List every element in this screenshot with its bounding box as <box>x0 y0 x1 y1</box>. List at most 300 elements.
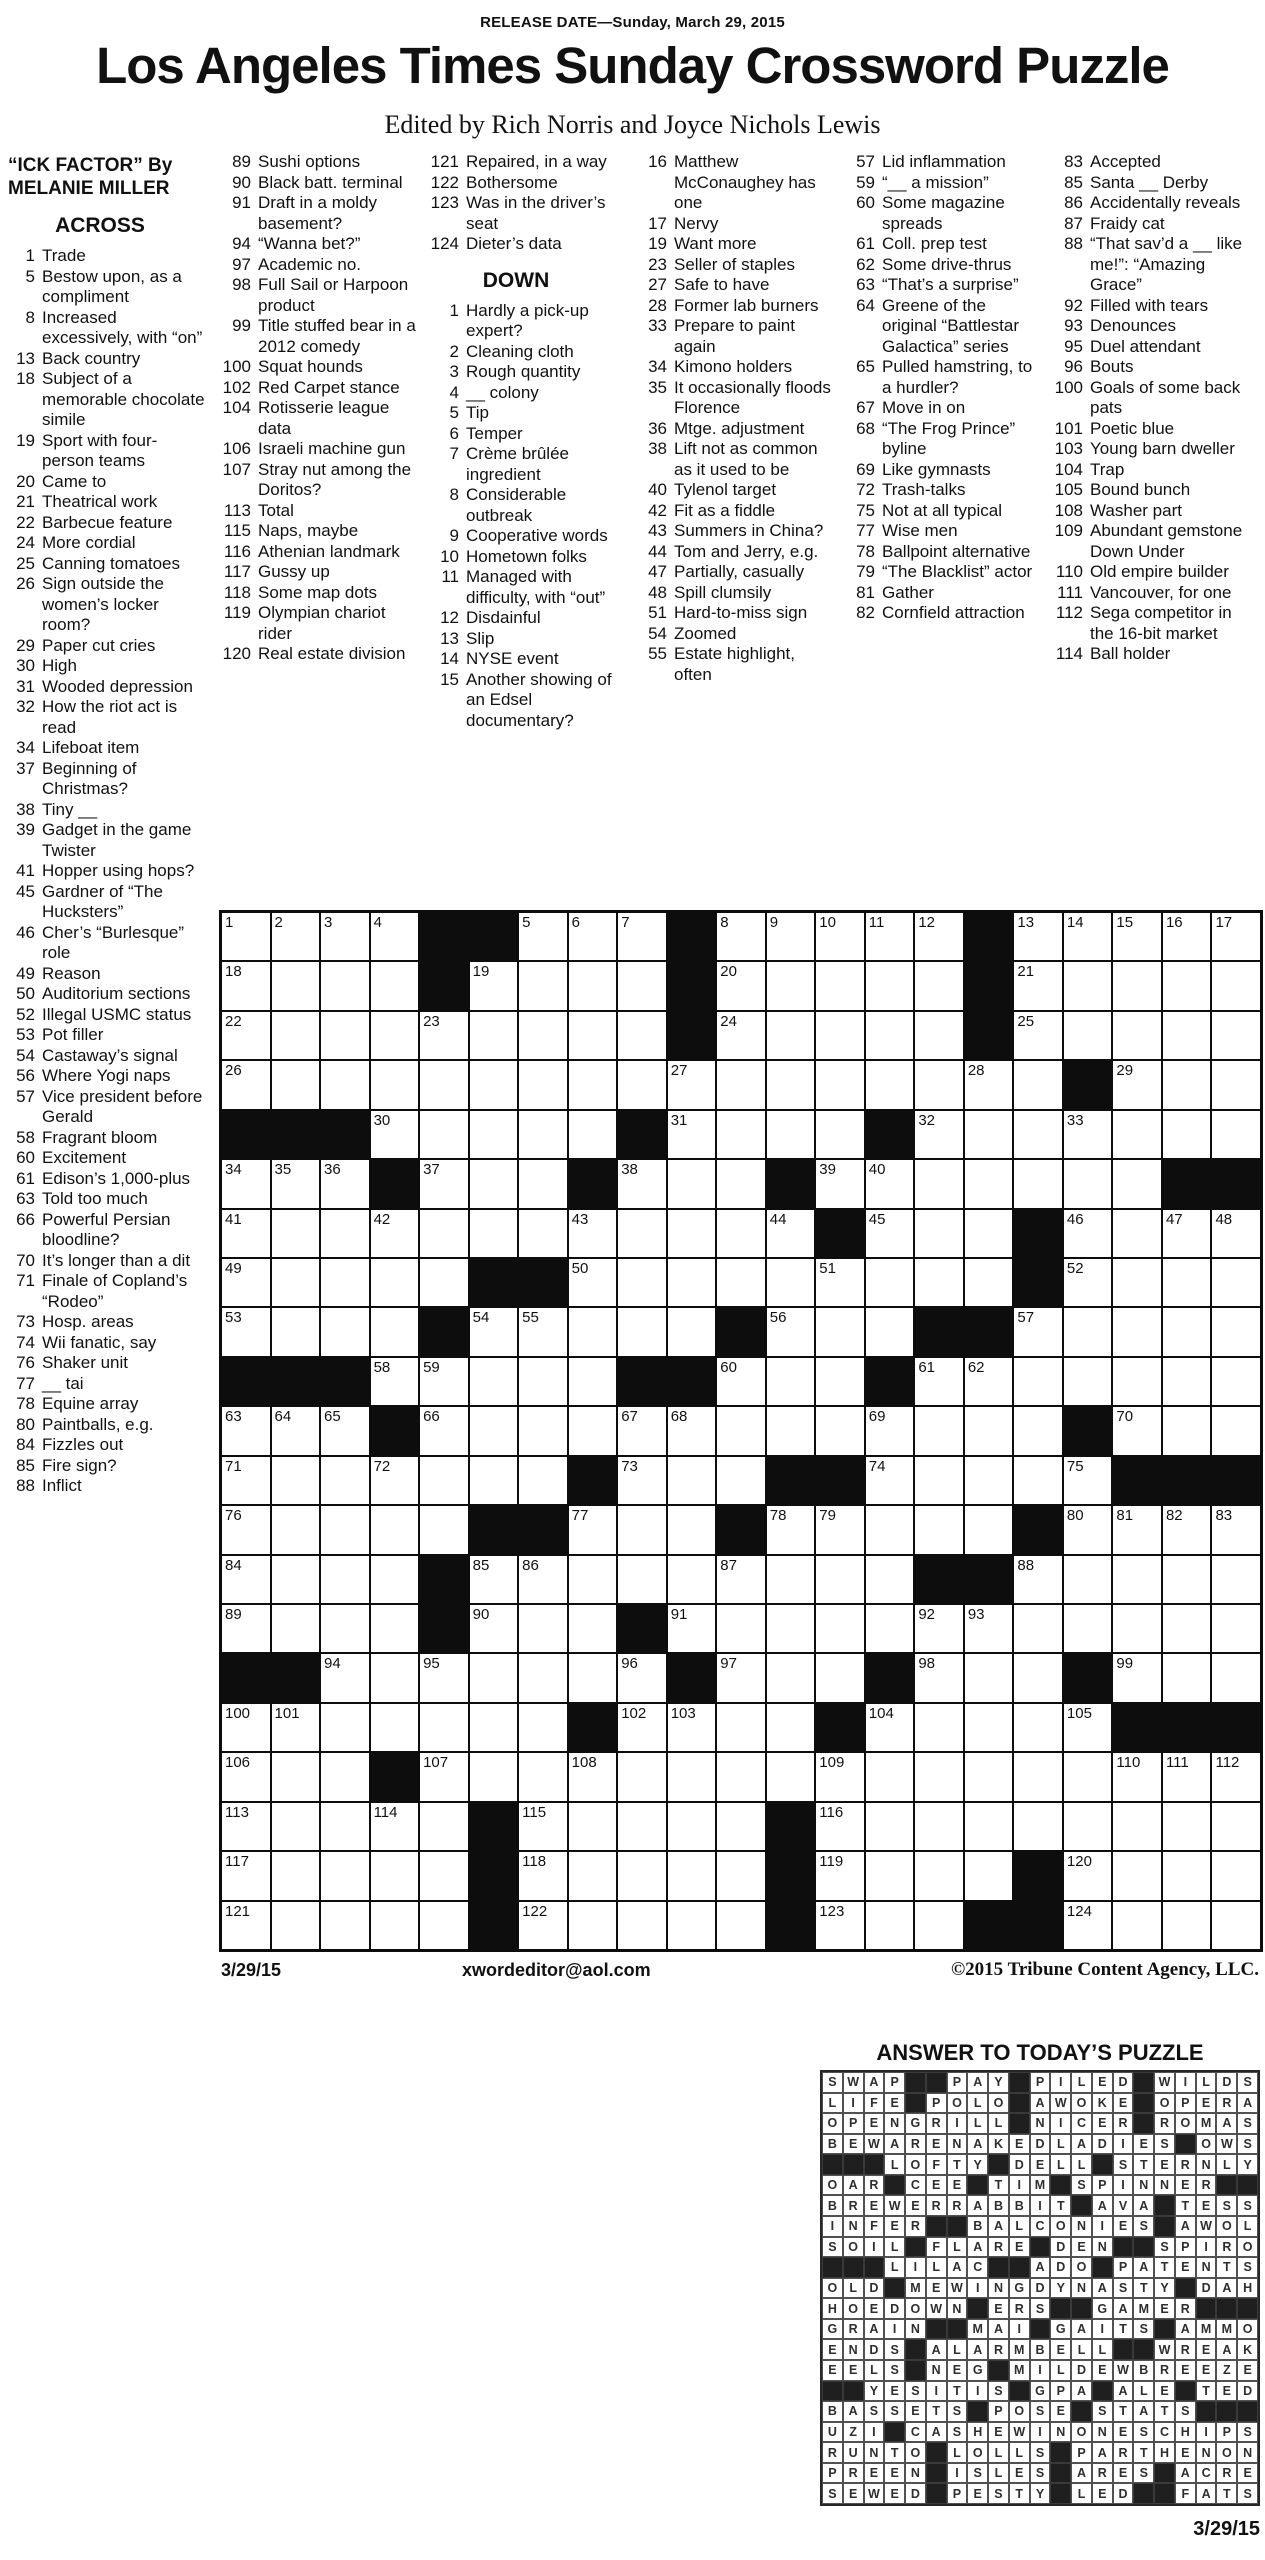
clue-number: 91 <box>232 193 251 212</box>
clue-number: 9 <box>449 526 459 545</box>
answer-black-square <box>905 2072 926 2093</box>
answer-letter-cell: L <box>884 2237 905 2258</box>
grid-cell <box>221 1159 271 1208</box>
grid-cell <box>766 1653 816 1702</box>
answer-black-square <box>1133 2113 1154 2134</box>
answer-black-square <box>1133 2072 1154 2093</box>
clue-text: Mtge. adjustment <box>674 418 805 438</box>
clue-across-85 <box>6 1456 208 1477</box>
answer-black-square <box>905 2237 926 2258</box>
clue-text: Inflict <box>42 1476 82 1495</box>
answer-letter-cell: D <box>1196 2278 1217 2299</box>
answer-letter-cell: O <box>988 2093 1009 2114</box>
grid-cell <box>865 1060 915 1109</box>
answer-black-square <box>1030 2319 1051 2340</box>
clue-text: “That sav’d a __ like me!”: “Amazing Grace” <box>1090 234 1243 294</box>
answer-letter-cell: O <box>1050 2216 1071 2237</box>
answer-black-square <box>1071 2401 1092 2422</box>
answer-letter-cell: A <box>1216 2113 1237 2134</box>
grid-cell <box>716 1159 766 1208</box>
cell-number: 74 <box>868 1457 886 1475</box>
grid-cell <box>518 1901 568 1950</box>
cell-number: 77 <box>571 1507 589 1525</box>
clue-down-33 <box>630 316 832 357</box>
answer-letter-cell: S <box>1237 2257 1258 2278</box>
cell-number: 27 <box>670 1062 688 1080</box>
clue-across-63 <box>6 1189 208 1210</box>
grid-cell <box>469 1357 519 1406</box>
black-square <box>667 912 717 961</box>
answer-letter-cell: S <box>1030 2463 1051 2484</box>
clue-number: 53 <box>16 1025 35 1044</box>
grid-cell <box>221 1851 271 1900</box>
clue-text: Castaway’s signal <box>42 1045 178 1065</box>
clue-number: 20 <box>16 471 35 491</box>
answer-letter-cell: N <box>988 2278 1009 2299</box>
clue-text: High <box>42 656 77 675</box>
clue-down-13 <box>422 629 624 650</box>
clue-text: Auditorium sections <box>42 984 191 1003</box>
clue-text: “__ a mission” <box>882 172 989 192</box>
clue-number: 38 <box>16 799 35 819</box>
clue-across-20 <box>6 472 208 493</box>
grid-cell <box>1013 1604 1063 1653</box>
grid-cell <box>766 1703 816 1752</box>
answer-letter-cell: E <box>864 2195 885 2216</box>
black-square <box>370 1159 420 1208</box>
answer-letter-cell: L <box>926 2257 947 2278</box>
clue-across-97 <box>214 255 416 276</box>
clue-number: 77 <box>856 521 875 540</box>
clue-number: 15 <box>440 669 459 689</box>
black-square <box>1013 1209 1063 1258</box>
answer-letter-cell: A <box>967 2072 988 2093</box>
answer-letter-cell: E <box>947 2360 968 2381</box>
grid-cell <box>964 1752 1014 1801</box>
clue-number: 121 <box>430 152 459 171</box>
clue-across-37 <box>6 759 208 800</box>
clue-number: 100 <box>222 357 251 376</box>
clue-number: 44 <box>648 541 667 561</box>
grid-cell <box>1211 1752 1261 1801</box>
grid-cell <box>716 1604 766 1653</box>
clue-text: Draft in a moldy basement? <box>258 193 378 233</box>
grid-cell <box>1112 1604 1162 1653</box>
grid-cell <box>716 1456 766 1505</box>
clue-number: 8 <box>25 307 35 327</box>
answer-black-square <box>1050 2463 1071 2484</box>
grid-cell <box>1162 1011 1212 1060</box>
grid-cell <box>1013 1357 1063 1406</box>
answer-black-square <box>1216 2175 1237 2196</box>
answer-letter-cell: A <box>1092 2442 1113 2463</box>
cell-number: 97 <box>720 1655 737 1673</box>
grid-cell <box>617 1703 667 1752</box>
clue-text: Told too much <box>42 1189 148 1208</box>
clue-number: 19 <box>16 430 35 450</box>
clue-number: 50 <box>16 984 35 1003</box>
clue-across-121 <box>422 152 624 173</box>
answer-letter-cell: S <box>1092 2401 1113 2422</box>
grid-cell <box>1063 1901 1113 1950</box>
clue-text: Israeli machine gun <box>258 439 406 458</box>
cell-number: 14 <box>1066 914 1084 931</box>
clue-across-76 <box>6 1353 208 1374</box>
grid-cell <box>1112 1159 1162 1208</box>
grid-cell <box>1162 912 1212 961</box>
grid-cell <box>419 1456 469 1505</box>
grid-cell <box>1112 1802 1162 1851</box>
cell-number: 26 <box>225 1062 242 1080</box>
clue-across-106 <box>214 439 416 460</box>
grid-cell <box>320 1752 370 1801</box>
clue-number: 112 <box>1055 603 1083 622</box>
clue-text: Increased excessively, with “on” <box>42 307 203 347</box>
cell-number: 11 <box>868 914 885 931</box>
answer-letter-cell: E <box>1092 2360 1113 2381</box>
clue-number: 123 <box>430 193 459 212</box>
grid-cell <box>1063 1209 1113 1258</box>
grid-cell <box>964 1110 1014 1159</box>
grid-cell <box>964 1209 1014 1258</box>
answer-letter-cell: D <box>1216 2072 1237 2093</box>
clue-text: Goals of some back pats <box>1090 377 1241 417</box>
grid-cell <box>518 1357 568 1406</box>
answer-letter-cell: R <box>926 2113 947 2134</box>
grid-cell <box>1211 1653 1261 1702</box>
cell-number: 29 <box>1116 1062 1134 1080</box>
clue-number: 1 <box>449 300 459 320</box>
answer-letter-cell: R <box>1196 2175 1217 2196</box>
answer-letter-cell: S <box>1237 2483 1258 2504</box>
answer-letter-cell: Z <box>1216 2360 1237 2381</box>
answer-letter-cell: S <box>822 2237 843 2258</box>
clue-text: Tip <box>466 403 489 422</box>
answer-letter-cell: I <box>843 2093 864 2114</box>
grid-cell <box>469 1209 519 1258</box>
black-square <box>1013 1901 1063 1950</box>
cell-number: 104 <box>868 1704 894 1722</box>
grid-cell <box>419 1851 469 1900</box>
clue-text: Hosp. areas <box>42 1312 134 1331</box>
answer-letter-cell: E <box>843 2483 864 2504</box>
grid-cell <box>1013 1159 1063 1208</box>
clue-down-72 <box>838 480 1040 501</box>
clue-across-53 <box>6 1025 208 1046</box>
grid-cell <box>815 1604 865 1653</box>
answer-letter-cell: A <box>967 2195 988 2216</box>
cell-number: 99 <box>1116 1655 1134 1673</box>
answer-letter-cell: N <box>1133 2175 1154 2196</box>
clue-number: 61 <box>856 234 875 253</box>
clue-text: Sport with four-person teams <box>42 430 158 470</box>
clue-number: 19 <box>648 234 667 253</box>
grid-cell <box>914 912 964 961</box>
clue-text: Was in the driver’s seat <box>466 193 606 233</box>
answer-letter-cell: A <box>1133 2257 1154 2278</box>
answer-letter-cell: A <box>1175 2319 1196 2340</box>
clue-number: 109 <box>1054 521 1083 540</box>
clue-number: 63 <box>16 1189 35 1208</box>
cell-number: 85 <box>472 1556 490 1574</box>
cell-number: 88 <box>1017 1556 1035 1574</box>
cell-number: 82 <box>1165 1507 1183 1525</box>
clue-text: Accepted <box>1090 152 1161 171</box>
grid-cell <box>667 1060 717 1109</box>
clue-number: 22 <box>16 512 35 532</box>
answer-letter-cell: S <box>1237 2422 1258 2443</box>
grid-cell <box>1162 1060 1212 1109</box>
answer-letter-cell: O <box>947 2093 968 2114</box>
answer-letter-cell: W <box>1009 2422 1030 2443</box>
answer-letter-cell: L <box>1050 2360 1071 2381</box>
clue-across-52 <box>6 1005 208 1026</box>
grid-cell <box>716 961 766 1010</box>
answer-letter-cell: G <box>1092 2298 1113 2319</box>
clue-text: __ tai <box>42 1373 84 1393</box>
grid-cell <box>914 1653 964 1702</box>
answer-letter-cell: Y <box>1050 2278 1071 2299</box>
grid-cell <box>667 1406 717 1455</box>
grid-cell <box>766 1406 816 1455</box>
clue-text: Fizzles out <box>42 1435 124 1454</box>
grid-cell <box>320 1802 370 1851</box>
answer-black-square <box>947 2319 968 2340</box>
answer-letter-cell: D <box>1113 2483 1134 2504</box>
clue-text: Sega competitor in the 16-bit market <box>1090 603 1232 643</box>
answer-letter-cell: P <box>1216 2422 1237 2443</box>
answer-black-square <box>1009 2072 1030 2093</box>
grid-cell <box>370 1604 420 1653</box>
grid-cell <box>1063 1456 1113 1505</box>
answer-letter-cell: G <box>1009 2278 1030 2299</box>
answer-letter-cell: L <box>988 2442 1009 2463</box>
puzzle-byline <box>8 154 208 200</box>
answer-black-square <box>884 2422 905 2443</box>
answer-letter-cell: N <box>1196 2442 1217 2463</box>
grid-cell <box>766 1505 816 1554</box>
cell-number: 3 <box>324 914 333 931</box>
clue-number: 79 <box>856 562 875 581</box>
grid-cell <box>914 1802 964 1851</box>
grid-cell <box>815 1060 865 1109</box>
answer-letter-cell: R <box>988 2339 1009 2360</box>
grid-cell <box>568 1406 618 1455</box>
answer-black-square <box>905 2360 926 2381</box>
cell-number: 1 <box>225 914 234 931</box>
grid-cell <box>320 1555 370 1604</box>
answer-black-square <box>1050 2483 1071 2504</box>
grid-cell <box>221 1505 271 1554</box>
clue-down-64 <box>838 296 1040 358</box>
answer-black-square <box>884 2278 905 2299</box>
answer-letter-cell: T <box>947 2381 968 2402</box>
answer-letter-cell: E <box>1216 2381 1237 2402</box>
answer-letter-cell: I <box>822 2216 843 2237</box>
clue-number: 88 <box>1064 234 1083 253</box>
clue-text: Finale of Copland’s “Rodeo” <box>42 1271 188 1311</box>
answer-date: 3/29/15 <box>1193 2518 1260 2540</box>
clue-text: Lifeboat item <box>42 738 140 757</box>
grid-cell <box>766 912 816 961</box>
clue-across-31 <box>6 677 208 698</box>
clue-number: 52 <box>16 1004 35 1024</box>
grid-cell <box>865 1555 915 1604</box>
answer-letter-cell: F <box>864 2216 885 2237</box>
answer-letter-cell: U <box>843 2442 864 2463</box>
clue-number: 74 <box>16 1332 35 1352</box>
grid-cell <box>914 1406 964 1455</box>
grid-cell <box>518 1703 568 1752</box>
cell-number: 112 <box>1215 1754 1240 1772</box>
grid-cell <box>568 1209 618 1258</box>
clue-text: Young barn dweller <box>1090 439 1235 458</box>
black-square <box>617 1357 667 1406</box>
cell-number: 75 <box>1066 1457 1084 1475</box>
black-square <box>716 1505 766 1554</box>
black-square <box>865 1357 915 1406</box>
clue-text: Sign outside the women’s locker room? <box>42 574 164 634</box>
clue-across-34 <box>6 738 208 759</box>
cell-number: 73 <box>621 1457 638 1475</box>
answer-letter-cell: N <box>1196 2154 1217 2175</box>
clue-number: 4 <box>449 382 459 402</box>
clue-across-104 <box>214 398 416 439</box>
clue-number: 69 <box>856 459 875 479</box>
black-square <box>964 1555 1014 1604</box>
cell-number: 96 <box>621 1655 638 1673</box>
grid-cell <box>716 1653 766 1702</box>
answer-letter-cell: R <box>1216 2093 1237 2114</box>
clue-down-9 <box>422 526 624 547</box>
grid-cell <box>865 1752 915 1801</box>
black-square <box>1063 1060 1113 1109</box>
answer-letter-cell: D <box>1009 2154 1030 2175</box>
clue-text: Athenian landmark <box>258 541 400 561</box>
grid-cell <box>914 1209 964 1258</box>
answer-black-square <box>1216 2401 1237 2422</box>
grid-cell <box>716 1802 766 1851</box>
grid-cell <box>271 1555 321 1604</box>
cell-number: 105 <box>1066 1704 1092 1722</box>
clue-text: Partially, casually <box>674 562 805 581</box>
clue-number: 8 <box>449 485 459 504</box>
grid-cell <box>370 1703 420 1752</box>
clue-number: 124 <box>430 234 459 253</box>
black-square <box>419 1307 469 1356</box>
clue-text: Shaker unit <box>42 1353 128 1372</box>
grid-cell <box>419 1357 469 1406</box>
clue-down-48 <box>630 583 832 604</box>
answer-black-square <box>864 2154 885 2175</box>
cell-number: 6 <box>571 914 580 931</box>
cell-number: 53 <box>225 1309 242 1327</box>
answer-letter-cell: S <box>1237 2134 1258 2155</box>
clue-down-112 <box>1046 603 1248 644</box>
black-square <box>964 912 1014 961</box>
clue-number: 34 <box>648 357 667 376</box>
release-date: RELEASE DATE—Sunday, March 29, 2015 <box>480 14 785 31</box>
black-square <box>1162 1159 1212 1208</box>
answer-letter-cell: W <box>884 2195 905 2216</box>
answer-letter-cell: A <box>864 2319 885 2340</box>
answer-black-square <box>1113 2339 1134 2360</box>
answer-letter-cell: N <box>1092 2422 1113 2443</box>
grid-cell <box>716 1011 766 1060</box>
grid-cell <box>419 1752 469 1801</box>
clue-number: 114 <box>1055 644 1083 663</box>
answer-black-square <box>1154 2319 1175 2340</box>
cell-number: 80 <box>1066 1507 1084 1525</box>
cell-number: 120 <box>1066 1853 1092 1871</box>
answer-letter-cell: D <box>1050 2257 1071 2278</box>
clue-across-26 <box>6 574 208 636</box>
clue-down-10 <box>422 547 624 568</box>
answer-letter-cell: K <box>988 2134 1009 2155</box>
answer-letter-cell: M <box>1196 2113 1217 2134</box>
cell-number: 15 <box>1116 914 1134 931</box>
clue-text: Matthew McConaughey has one <box>674 152 816 212</box>
clue-across-80 <box>6 1415 208 1436</box>
grid-cell <box>469 1555 519 1604</box>
answer-letter-cell: D <box>864 2278 885 2299</box>
cell-number: 9 <box>769 914 779 931</box>
grid-cell <box>914 1456 964 1505</box>
cell-number: 117 <box>225 1853 249 1871</box>
answer-letter-cell: B <box>1030 2339 1051 2360</box>
grid-cell <box>469 1456 519 1505</box>
answer-letter-cell: R <box>1154 2360 1175 2381</box>
answer-letter-cell: A <box>967 2339 988 2360</box>
answer-letter-cell: B <box>967 2216 988 2237</box>
grid-cell <box>865 1011 915 1060</box>
clue-text: Lid inflammation <box>882 152 1006 171</box>
black-square <box>370 1752 420 1801</box>
answer-letter-cell: E <box>1030 2154 1051 2175</box>
grid-cell <box>1063 912 1113 961</box>
grid-cell <box>1162 1901 1212 1950</box>
clue-across-5 <box>6 267 208 308</box>
answer-black-square <box>926 2442 947 2463</box>
cell-number: 50 <box>571 1259 589 1277</box>
answer-letter-cell: S <box>864 2401 885 2422</box>
cell-number: 61 <box>918 1358 936 1376</box>
grid-cell <box>568 1110 618 1159</box>
grid-cell <box>964 1802 1014 1851</box>
clue-down-96 <box>1046 357 1248 378</box>
cell-number: 35 <box>274 1161 292 1179</box>
answer-letter-cell: T <box>947 2154 968 2175</box>
clue-text: Bothersome <box>466 172 558 192</box>
grid-cell <box>1112 912 1162 961</box>
answer-letter-cell: R <box>1216 2463 1237 2484</box>
black-square <box>568 1456 618 1505</box>
black-square <box>518 1258 568 1307</box>
answer-letter-cell: G <box>1050 2319 1071 2340</box>
answer-letter-cell: E <box>1050 2401 1071 2422</box>
grid-cell <box>221 912 271 961</box>
answer-letter-cell: S <box>1030 2298 1051 2319</box>
clue-number: 115 <box>223 521 251 540</box>
grid-cell <box>568 1604 618 1653</box>
grid-cell <box>1211 912 1261 961</box>
grid-cell <box>865 1406 915 1455</box>
grid-cell <box>766 1307 816 1356</box>
clue-across-66 <box>6 1210 208 1251</box>
answer-letter-cell: N <box>1050 2422 1071 2443</box>
answer-black-square <box>1237 2401 1258 2422</box>
clue-number: 85 <box>16 1455 35 1475</box>
